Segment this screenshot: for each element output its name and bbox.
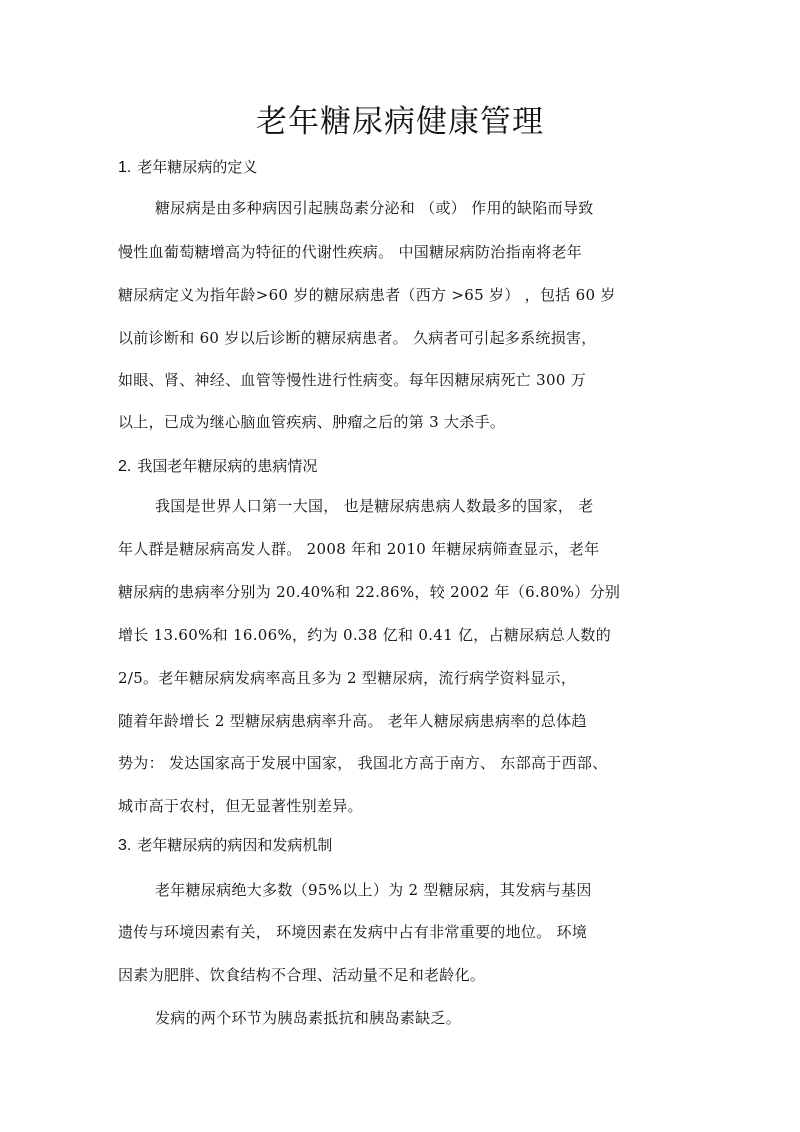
paragraph-line: 势为： 发达国家高于发展中国家， 我国北方高于南方、 东部高于西部、	[118, 754, 608, 772]
paragraph-line: 糖尿病定义为指年龄>60 岁的糖尿病患者（西方 >65 岁） ，包括 60 岁	[118, 286, 616, 304]
paragraph-line: 发病的两个环节为胰岛素抵抗和胰岛素缺乏。	[155, 1009, 462, 1027]
paragraph-line: 以前诊断和 60 岁以后诊断的糖尿病患者。 久病者可引起多系统损害，	[118, 329, 597, 347]
paragraph-line: 老年糖尿病绝大多数（95%以上）为 2 型糖尿病，其发病与基因	[155, 881, 592, 899]
paragraph-line: 糖尿病是由多种病因引起胰岛素分泌和 （或） 作用的缺陷而导致	[155, 199, 594, 217]
paragraph-line: 我国是世界人口第一大国， 也是糖尿病患病人数最多的国家， 老	[155, 497, 594, 515]
paragraph-line: 糖尿病的患病率分别为 20.40%和 22.86%，较 2002 年（6.80%）分别	[118, 583, 621, 601]
paragraph-line: 增长 13.60%和 16.06%，约为 0.38 亿和 0.41 亿，占糖尿病总人数的	[118, 626, 611, 644]
section-number: 3.	[118, 837, 132, 854]
section-heading-text: 老年糖尿病的定义	[137, 158, 258, 176]
page-title: 老年糖尿病健康管理	[256, 104, 544, 140]
paragraph-line: 如眼、肾、神经、血管等慢性进行性病变。每年因糖尿病死亡 300 万	[118, 371, 587, 389]
paragraph-line: 随着年龄增长 2 型糖尿病患病率升高。 老年人糖尿病患病率的总体趋	[118, 712, 587, 730]
section-number: 2.	[118, 458, 132, 475]
section-1-heading	[118, 157, 257, 178]
section-2-heading	[118, 456, 317, 477]
paragraph-line: 以上，已成为继心脑血管疾病、肿瘤之后的第 3 大杀手。	[118, 413, 506, 431]
paragraph-line: 遗传与环境因素有关， 环境因素在发病中占有非常重要的地位。 环境	[118, 923, 588, 941]
section-number: 1.	[118, 159, 132, 176]
paragraph-line: 年人群是糖尿病高发人群。 2008 年和 2010 年糖尿病筛查显示，老年	[118, 540, 600, 558]
section-3-heading	[118, 835, 332, 856]
section-heading-text: 我国老年糖尿病的患病情况	[137, 457, 318, 475]
paragraph-line: 慢性血葡萄糖增高为特征的代谢性疾病。 中国糖尿病防治指南将老年	[118, 243, 583, 261]
paragraph-line: 2/5。老年糖尿病发病率高且多为 2 型糖尿病，流行病学资料显示，	[118, 669, 577, 687]
paragraph-line: 城市高于农村，但无显著性别差异。	[118, 797, 363, 815]
paragraph-line: 因素为肥胖、饮食结构不合理、活动量不足和老龄化。	[118, 966, 486, 984]
section-heading-text: 老年糖尿病的病因和发病机制	[137, 836, 333, 854]
